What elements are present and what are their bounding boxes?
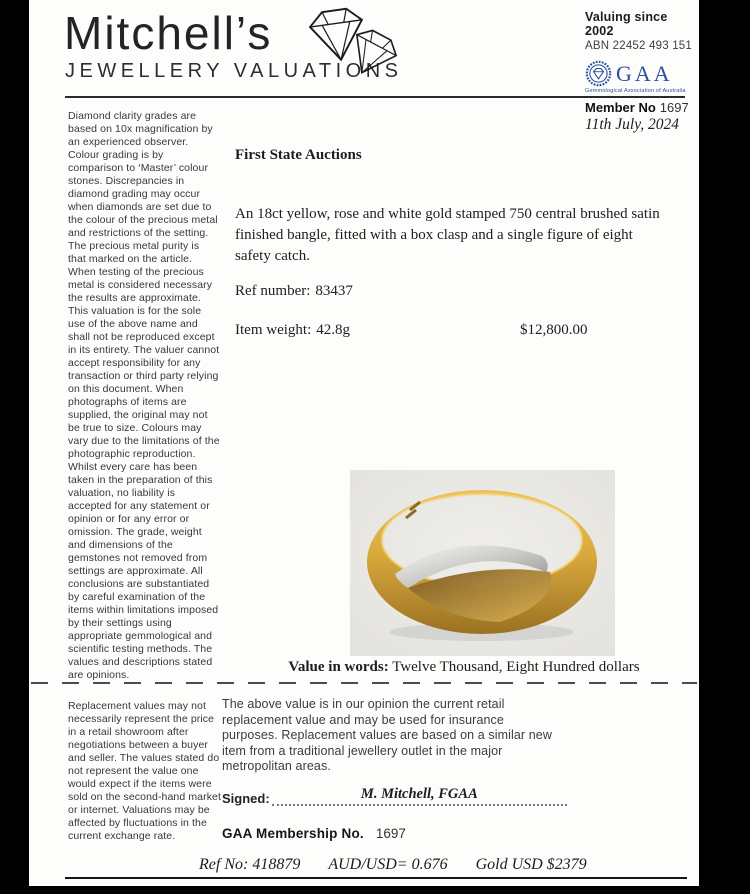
replacement-statement: The above value is in our opinion the current retail replacement value and may be used for insurance purposes. Replacement values are based on a similar new item from a traditional jewellery outlet in the major metropolitan areas. <box>222 697 552 773</box>
footer-divider <box>65 877 687 879</box>
brand-name: Mitchell’s <box>64 7 273 59</box>
value-in-words-row <box>235 659 693 676</box>
client-name: First State Auctions <box>235 147 362 163</box>
abn-number: ABN 22452 493 151 <box>585 40 692 52</box>
member-no-value: 1697 <box>659 100 689 115</box>
item-weight-value: 42.8g <box>316 322 350 338</box>
footer-gold-price: Gold USD $2379 <box>475 856 587 873</box>
document-sheet <box>29 0 699 886</box>
gaa-membership-row <box>222 826 406 841</box>
member-no <box>585 100 699 115</box>
item-description: An 18ct yellow, rose and white gold stamped 750 central brushed satin finished bangle, fitted with a box clasp and a single figure of eight safety catch. <box>235 206 660 264</box>
dashed-divider <box>31 682 697 684</box>
signature-text: M. Mitchell, FGAA <box>360 786 478 802</box>
signed-row <box>222 788 567 806</box>
value-in-words-label: Value in words: <box>288 659 389 675</box>
item-weight-row <box>235 322 350 339</box>
gaa-association-text: Gemmological Association of Australia <box>585 88 686 94</box>
ref-number-value: 83437 <box>315 283 353 299</box>
gaa-emblem-icon <box>585 60 612 87</box>
two-diamonds-icon <box>306 2 402 90</box>
valuing-since: Valuing since 2002 <box>585 10 668 38</box>
signed-label: Signed: <box>222 791 270 806</box>
gaa-membership-label: GAA Membership No. <box>222 826 364 841</box>
value-in-words-text: Twelve Thousand, Eight Hundred dollars <box>392 659 640 675</box>
footer-row <box>199 856 587 874</box>
footer-ref-no: Ref No: 418879 <box>199 856 301 873</box>
signature-line <box>272 788 567 806</box>
member-no-label: Member No <box>585 100 656 115</box>
footer-exchange-rate: AUD/USD= 0.676 <box>328 856 448 873</box>
bangle-photo <box>350 470 615 656</box>
header-right-block <box>585 10 699 115</box>
disclaimer-text-top: Diamond clarity grades are based on 10x magnification by an experienced observer. Colour grading is by comparison to ‘Master’ colour stones. Discrepancies in diamond grading may occur when diamonds are set due to the colour of the precious metal and restrictions of the setting. The precious metal purity is that marked on the article. When testing of the precious metal is considered necessary the results are approximate. This valuation is for the sole use of the above name and shall not be reproduced except in its entirety. The valuer cannot accept responsibility for any transaction or third party relying on this document. When photographs of items are supplied, the original may not be true to size. Colours may vary due to the limitations of the photographic reproduction. Whilst every care has been taken in the preparation of this valuation, no liability is accepted for any statement or opinion or for any error or omission. The grade, weight and dimensions of the gemstones not removed from settings are approximate. All conclusions are substantiated by careful examination of the items within limitations imposed by their settings using appropriate gemmological and scientific testing methods. The values and descriptions stated are opinions. <box>68 110 220 681</box>
item-weight-label: Item weight: <box>235 322 312 338</box>
gaa-membership-value: 1697 <box>375 826 406 841</box>
brand-subtitle: JEWELLERY VALUATIONS <box>65 60 403 82</box>
valuation-date: 11th July, 2024 <box>585 116 679 133</box>
ref-number-row <box>235 283 353 300</box>
ref-number-label: Ref number: <box>235 283 311 299</box>
disclaimer-text-bottom: Replacement values may not necessarily represent the price in a retail showroom after negotiations between a buyer and seller. The values stated do not represent the value one would expect if the items were sold on the second-hand market or internet. Valuations may be affected by fluctuations in the current exchange rate. <box>68 700 222 842</box>
gaa-logo-text: GAA <box>616 60 673 86</box>
valuation-amount: $12,800.00 <box>520 322 588 338</box>
header-divider <box>65 96 685 98</box>
